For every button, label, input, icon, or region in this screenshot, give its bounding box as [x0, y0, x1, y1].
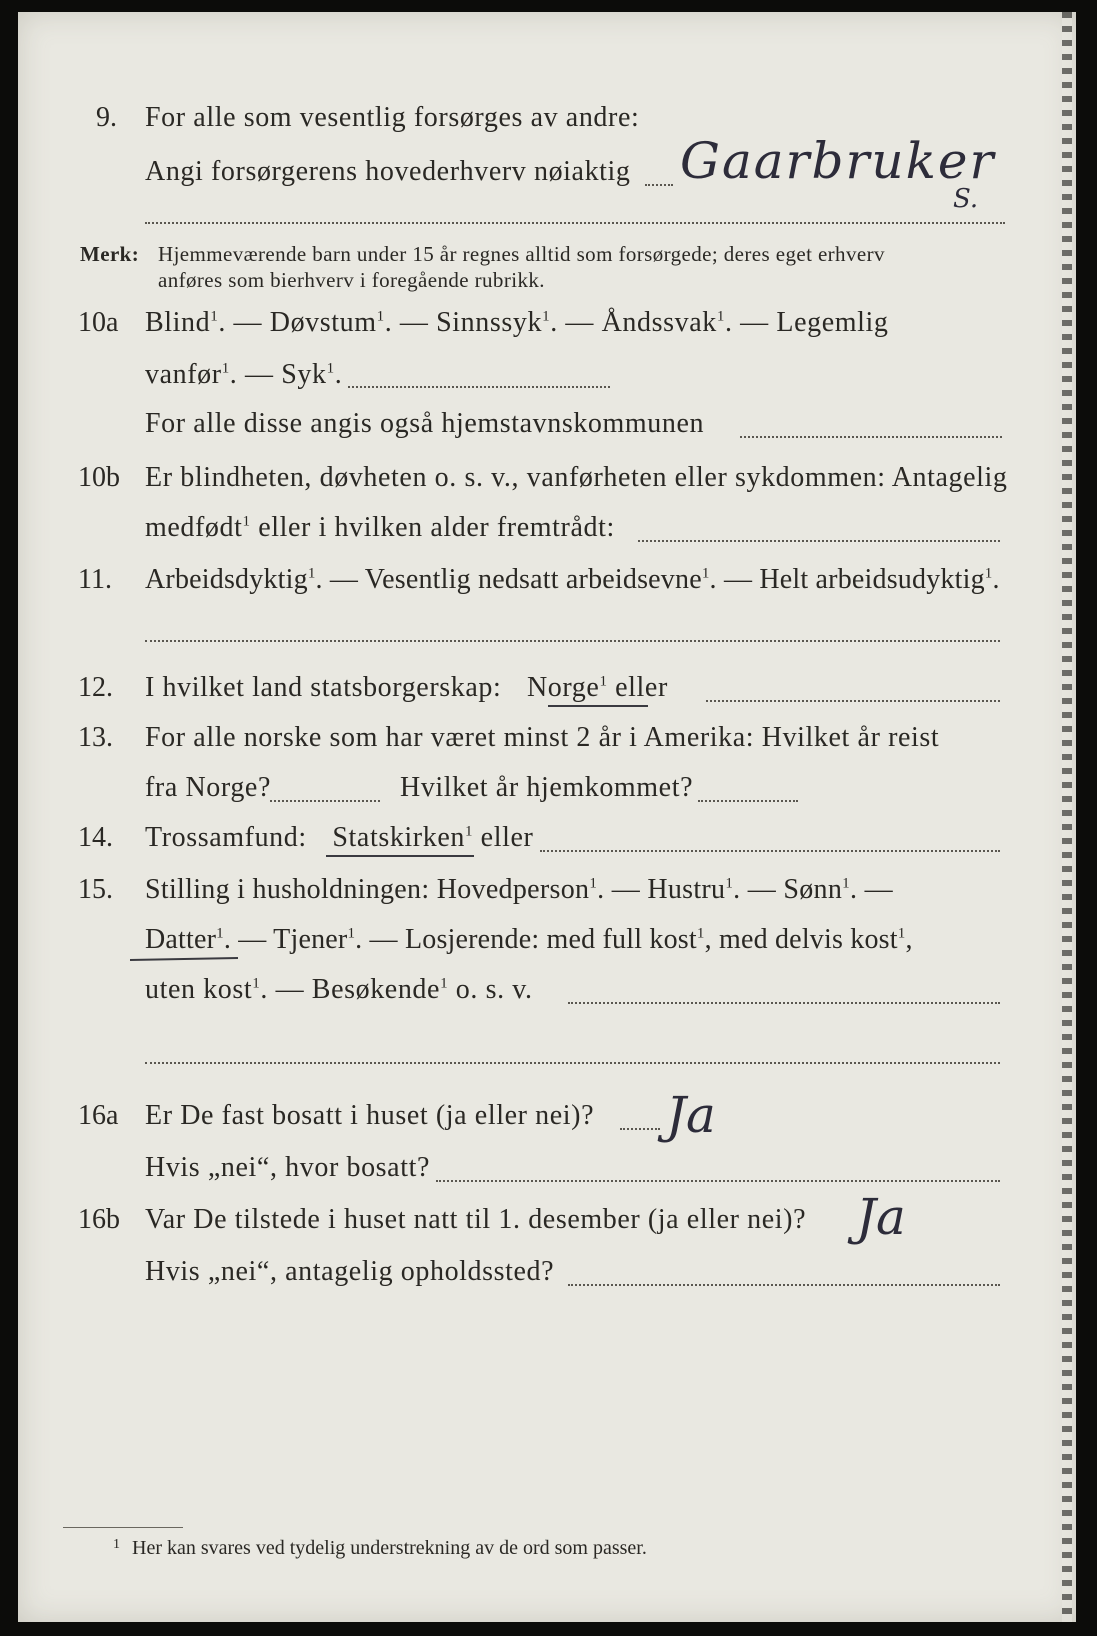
footnote-text: Her kan svares ved tydelig understrekning av de ord som passer. — [132, 1537, 647, 1559]
question-10a-hjemstavn-line — [740, 436, 1002, 438]
question-10b-answer-line — [638, 540, 1000, 542]
question-16b-answer-line — [568, 1284, 1000, 1286]
question-16b-line1: Var De tilstede i huset natt til 1. desember (ja eller nei)? — [145, 1204, 807, 1235]
datter-underline — [130, 957, 238, 961]
question-10a-number: 10a — [78, 307, 119, 338]
question-15-option-datter: Datter$^1$ — [145, 924, 224, 955]
question-15-number: 15. — [78, 874, 113, 905]
question-10b-line2: medfødt$^1$ eller i hvilken alder fremtrådt: — [145, 512, 615, 543]
question-15-line1: Stilling i husholdningen: Hovedperson$^1$. — Hustru$^1$. — Sønn$^1$. — — [145, 874, 893, 905]
question-9-handwritten-answer: Gaarbruker — [680, 132, 996, 190]
statskirken-underline — [326, 855, 474, 857]
question-13-line2a: fra Norge? — [145, 772, 271, 803]
question-9-answer-line — [145, 222, 1005, 224]
question-10a-line3: For alle disse angis også hjemstavnskommunen — [145, 408, 705, 439]
question-15-extra-line — [145, 1062, 1000, 1064]
question-10b-line1: Er blindheten, døvheten o. s. v., vanførheten eller sykdommen: Antagelig — [145, 462, 1008, 493]
question-16b-handwritten-answer: Ja — [856, 1188, 906, 1246]
merk-line2: anføres som bierhverv i foregående rubrikk. — [158, 268, 545, 292]
question-9-line2: Angi forsørgerens hovederhverv nøiaktig — [145, 156, 631, 187]
norge-underline — [548, 705, 648, 707]
question-16a-line2: Hvis „nei“, hvor bosatt? — [145, 1152, 430, 1183]
census-form-page — [18, 12, 1076, 1622]
question-13-line1: For alle norske som har været minst 2 år i Amerika: Hvilket år reist — [145, 722, 940, 753]
question-14-option-statskirken: Statskirken$^1$ — [332, 822, 474, 853]
question-16a-leader-dots — [620, 1128, 660, 1130]
question-11-text: Arbeidsdyktig$^1$. — Vesentlig nedsatt arbeidsevne$^1$. — Helt arbeidsudyktig$^1$. — [145, 564, 1000, 595]
question-12-text: I hvilket land statsborgerskap: Norge$^1$ eller — [145, 672, 668, 703]
question-16a-number: 16a — [78, 1100, 119, 1131]
question-15-line3: uten kost$^1$. — Besøkende$^1$ o. s. v. — [145, 974, 533, 1005]
footnote-rule — [63, 1527, 183, 1528]
question-10b-number: 10b — [78, 462, 120, 493]
question-15-answer-line — [568, 1002, 1000, 1004]
question-16b-number: 16b — [78, 1204, 120, 1235]
question-14-answer-line — [540, 850, 1000, 852]
question-13-reist-line — [270, 800, 380, 802]
question-12-answer-line — [706, 700, 1000, 702]
question-16b-line2: Hvis „nei“, antagelig opholdssted? — [145, 1256, 555, 1287]
question-9-handwritten-mark: S. — [953, 184, 979, 214]
question-14-number: 14. — [78, 822, 113, 853]
question-14-text: Trossamfund: Statskirken$^1$ eller — [145, 822, 534, 853]
question-9-leader-dots — [645, 184, 673, 186]
footnote — [113, 1537, 647, 1560]
question-12-number: 12. — [78, 672, 113, 703]
question-12-option-norge: Norge$^1$ — [526, 672, 608, 703]
question-10a-line1: Blind$^1$. — Døvstum$^1$. — Sinnssyk$^1$. — Åndssvak$^1$. — Legemlig — [145, 307, 889, 338]
question-11-number: 11. — [78, 564, 112, 595]
question-16a-handwritten-answer: Ja — [666, 1086, 716, 1144]
footnote-mark: 1 — [113, 1537, 120, 1552]
question-16a-answer-line — [436, 1180, 1000, 1182]
question-10a-syk-line — [348, 386, 610, 388]
question-13-line2b: Hvilket år hjemkommet? — [400, 772, 694, 803]
question-15-line2: Datter$^1$. — Tjener$^1$. — Losjerende: med full kost$^1$, med delvis kost$^1$, — [145, 924, 913, 955]
question-9-number: 9. — [96, 102, 117, 133]
merk-label: Merk: — [80, 242, 140, 266]
question-10a-line2: vanfør$^1$. — Syk$^1$. — [145, 359, 343, 390]
perforated-edge — [1062, 12, 1072, 1622]
merk-line1: Hjemmeværende barn under 15 år regnes alltid som forsørgede; deres eget erhverv — [158, 242, 885, 266]
question-13-hjemkommet-line — [698, 800, 798, 802]
question-11-answer-line — [145, 640, 1000, 642]
question-13-number: 13. — [78, 722, 113, 753]
question-9-line1: For alle som vesentlig forsørges av andre: — [145, 102, 640, 133]
question-16a-line1: Er De fast bosatt i huset (ja eller nei)? — [145, 1100, 595, 1131]
